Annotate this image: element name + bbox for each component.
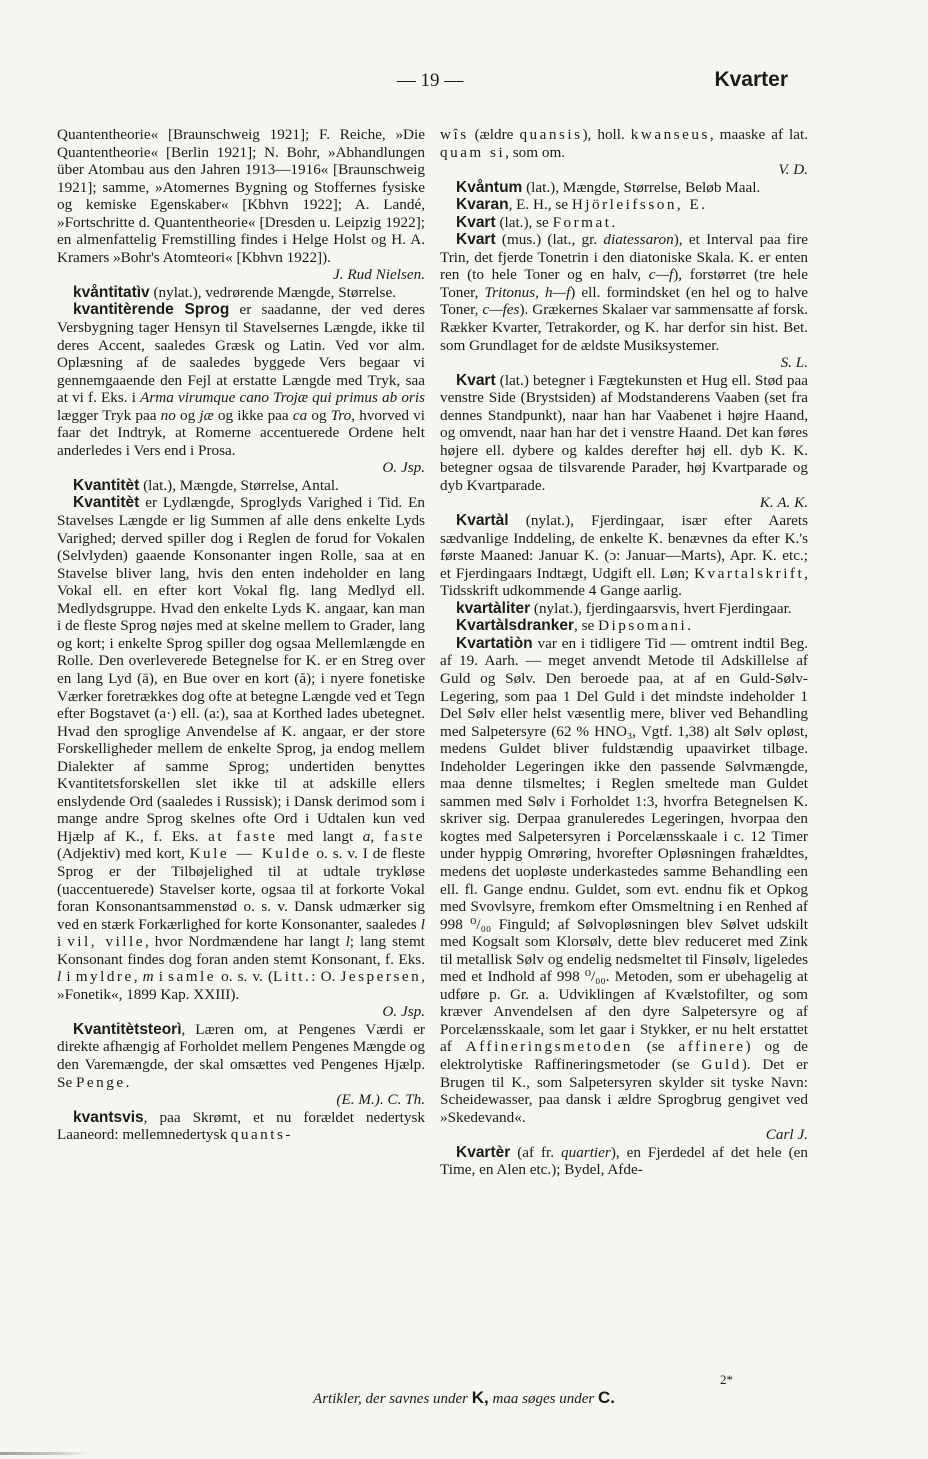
scan-edge-mark — [0, 1452, 90, 1455]
signature: Carl J. — [765, 1126, 808, 1144]
headword: Kvartàl — [456, 512, 509, 530]
entry-continuation: wîs (ældre quansis), holl. kwanseus, maaske af lat. quam si, som om. — [440, 126, 808, 161]
headword: Kvaran — [456, 196, 509, 214]
headword: Kvantitèt — [73, 476, 140, 494]
headword: kvantsvis — [73, 1108, 144, 1126]
signature: J. Rud Nielsen. — [333, 266, 425, 284]
signature: O. Jsp. — [382, 459, 425, 477]
headword: Kvartèr — [456, 1143, 511, 1161]
entry-kvartaliter: kvartàliter (nylat.), fjerdingaarsvis, hvert Fjerdingaar. — [456, 599, 792, 617]
entry-kvantitet-1: Kvantitèt (lat.), Mængde, Størrelse, Antal. — [73, 476, 339, 494]
entry-kvartal: Kvartàl (nylat.), Fjerdingaar, især efter Aarets sædvanlige Inddeling, de enkelte K. benævnes da efter K.'s første Maaned: Januar K. (ɔ: Januar—Marts), Apr. K. etc.; et Fjerdingaars Indtægt, Udgift ell. Løn; Kvartalskrift, Tidsskrift udkommende 4 Gange aarlig. — [440, 512, 808, 600]
entry-kvantiterende-sprog: kvantitèrende Sprog er saadanne, der ved deres Versbygning tager Hensyn til Stavelsernes Længde, ikke til deres Accent, saaledes Græsk og Latin. Ved vor alm. Oplæsning af de saaledes byggede Vers begaar vi gennemgaaende den Fejl at erstatte Længde med Tryk, saa at vi f. Eks. i Arma virumque cano Trojæ qui primus ab oris lægger Tryk paa no og jæ og ikke paa ca og Tro, hvorved vi faar det Indtryk, at Romerne accentuerede Ordene helt anderledes i Vers end i Prosa. — [57, 301, 425, 459]
page-header — [0, 70, 928, 100]
headword: Kvåntum — [456, 178, 523, 196]
running-head: Kvarter — [714, 68, 788, 91]
signature: O. Jsp. — [382, 1003, 425, 1021]
headword: Kvart — [456, 371, 496, 389]
headword: Kvantitètsteorì — [73, 1020, 182, 1038]
headword: Kvart — [456, 231, 496, 249]
entry-kvantitativ: kvåntitatìv (nylat.), vedrørende Mængde, Størrelse. — [73, 283, 396, 301]
entry-continuation: Quantentheorie« [Braunschweig 1921]; F. Reiche, »Die Quantentheorie« [Berlin 1921]; N. Bohr, »Abhandlungen über Atombau aus den Jahren 1913—1916« [Braunschweig 1921]; samme, »Atomernes Bygning og Stoffernes fysiske og kemiske Egenskaber« [Kbhvn 1922]; A. Landé, »Fortschritte d. Quantentheorie« [Dresden u. Leipzig 1922]; en almenfattelig Fremstilling findes i Helge Holst og H. A. Kramers »Bohr's Atomteori« [Kbhvn 1922]). — [57, 126, 425, 266]
signature: (E. M.). C. Th. — [336, 1091, 425, 1109]
headword: kvartàliter — [456, 599, 531, 617]
entry-kvart-2: Kvart (mus.) (lat., gr. diatessaron), et Interval paa fire Trin, det fjerde Tonetrin i den diatoniske Skala. K. er enten ren (to hele Toner og en halv, c—f), forstørret (tre hele Toner, Tritonus, h—f) ell. formindsket (en hel og to halve Toner, c—fes). Grækernes Skalaer var sammensatte af forsk. Rækker Kvarter, Tetrakorder, og K. har derfor sin hist. Bet. som Grundlaget for de ældste Musiksystemer. — [440, 231, 809, 354]
headword: Kvartàlsdranker — [456, 617, 575, 635]
signature-mark: 2* — [720, 1372, 733, 1387]
entry-kvart-3: Kvart (lat.) betegner i Fægtekunsten et Hug ell. Stød paa venstre Side (Brystsiden) af Modstanderens Vaaben (set fra dennes Standpunkt), naar han har Vaabenet i højre Haand, og omvendt, naar han har det i venstre Haand. Det kan føres højere ell. dybere og kaldes derefter høj ell. dyb K. K. betegner ogsaa de tilsvarende Parader, høj Kvartparade og dyb Kvartparade. — [440, 371, 808, 494]
entry-kvantum: Kvåntum (lat.), Mængde, Størrelse, Beløb Maal. — [456, 178, 761, 196]
signature: K. A. K. — [759, 494, 808, 512]
signature: V. D. — [778, 161, 808, 179]
entry-kvantitet-2: Kvantitèt er Lydlængde, Sproglyds Varighed i Tid. En Stavelses Længde er lig Summen af alle dens enkelte Lyds Varighed; derved spiller dog i Reglen de forud for Vokalen (Selvlyden) gaaende Konsonanter ingen Rolle, saa at en Stavelse bliver lang, hvis den enten indeholder en lang Vokal ell. en efter kort Vokal flg. lang Medlyd ell. Medlydsgruppe. Hvad den enkelte Lyds K. angaar, kan man i de fleste Sprog nøjes med at skelne mellem to Grader, lang og kort; i enkelte Sprog spiller dog ogsaa Mellemlængde en Rolle. Den overleverede Betegnelse for K. er en Streg over en lang Lyd (ā), en Bue over en kort (ă); i nyere fonetiske Værker foretrækkes dog ofte at betegne Længde ved et Tegn efter Bogstavet (a·) ell. (a:), saa at Korthed lades ubetegnet. Hvad den sproglige Anvendelse af K. angaar, er der store Forskelligheder mellem de enkelte Sprog, ja endog mellem Dialekter af samme Sprog; undertiden benyttes Kvantitetsforskellen slet ikke til at adskille ellers enslydende Ord (saaledes i Russisk); i Dansk derimod som i mange andre Sprog skelnes ofte Ord i Udtalen kun ved Hjælp af K., f. Eks. at faste med langt a, faste (Adjektiv) med kort, Kule — Kulde o. s. v. I de fleste Sprog er der Tilbøjelighed til at udtale trykløse (uaccentuerede) Stavelser korte, ogsaa til at forkorte Vokal foran Konsonantsammenstød o. s. v. Dansk udmærker sig ved en stærk Forkærlighed for korte Konsonanter, saaledes l i vil, ville, hvor Nordmændene har langt l; lang stemt Konsonant findes dog foran anden stemt Konsonant, f. Eks. l i myldre, m i samle o. s. v. (Litt.: O. Jespersen, »Fonetik«, 1899 Kap. XXIII). — [57, 494, 425, 1003]
entry-kvart-1: Kvart (lat.), se Format. — [456, 213, 616, 231]
entry-kvantsvis: kvantsvis, paa Skrømt, et nu forældet nedertysk Laaneord: mellemnedertysk quants- — [57, 1108, 425, 1144]
headword: Kvantitèt — [73, 494, 140, 512]
entry-kvartation: Kvartatiòn var en i tidligere Tid — omtrent indtil Beg. af 19. Aarh. — meget anvendt Metode til Adskillelse af Guld og Sølv. Den beroede paa, at af en Guld-Sølv-Legering, som paa 1 Del Guld i det mindste indeholder 1 Del Sølv eller helst væsentlig mere, bliver ved Behandling med Salpetersyre (62 % HNO₃, Vgtf. 1,38) alt Sølv opløst, medens Guldet bliver fuldstændig upaavirket tilbage. Indeholder Legeringen ikke den passende Sølvmængde, maa denne tilsmeltes; i Reglen smeltede man Guldet sammen med Sølv i Forholdet 1:3, hvorfra Betegnelsen K. skriver sig. Derpaa granuleredes Legeringen, hvorpaa den kogtes med Salpetersyren i Porcelænsskaale i c. 12 Timer under hyppig Omrøring, hvorefter Opløsningen frahældtes, medens det uopløste underkastedes samme Behandling een ell. fl. Gange endnu. Guldet, som evt. endnu fik et Opkog med Svovlsyre, fremkom efter Omsmeltning i en Renhed af 998 ⁰/₀₀ Finguld; af Sølvopløsningen blev Sølvet udskilt med Kogsalt som Klorsølv, dette blev reduceret med Zink til metallisk Sølv og endelig nedsmeltet til Finsølv, ligeledes med et Indhold af 998 ⁰/₀₀. Metoden, som er ubehagelig at udføre p. Gr. a. Udviklingen af Kvælstofilter, og som kræver Anvendelsen af den dyre Salpetersyre og af Porcelænsskaale, som let gaar i Stykker, er nu helt erstattet af Affineringsmetoden (se affinere) og de elektrolytiske Raffineringsmetoder (se Guld). Det er Brugen til K., som Salpetersyren skylder sit tyske Navn: Scheidewasser, paa dansk i ældre Sprogbrug gengivet ved »Skedevand«. — [440, 634, 808, 1126]
page-number: — 19 — — [396, 70, 464, 91]
entry-kvaran: Kvaran, E. H., se Hjörleifsson, E. — [456, 196, 708, 214]
entry-kvarter: Kvartèr (af fr. quartier), en Fjerdedel af det hele (en Time, en Alen etc.); Bydel, Afde- — [440, 1143, 808, 1179]
headword: Kvart — [456, 213, 496, 231]
headword: Kvartatiòn — [456, 634, 533, 652]
left-column — [57, 126, 425, 1144]
headword: kvantitèrende Sprog — [73, 301, 230, 319]
entry-kvantitetsteori: Kvantitètsteorì, Læren om, at Pengenes Værdi er direkte afhængig af Forholdet mellem Pengenes Mængde og den Varemængde, der skal omsættes ved Pengenes Hjælp. Se Penge. — [57, 1020, 425, 1091]
right-column — [440, 126, 808, 1179]
entry-kvartalsdranker: Kvartàlsdranker, se Dipsomani. — [456, 617, 692, 635]
signature: S. L. — [780, 354, 808, 372]
headword: kvåntitatìv — [73, 283, 150, 301]
page-footer: Artikler, der savnes under K, maa søges under C. — [313, 1388, 615, 1407]
